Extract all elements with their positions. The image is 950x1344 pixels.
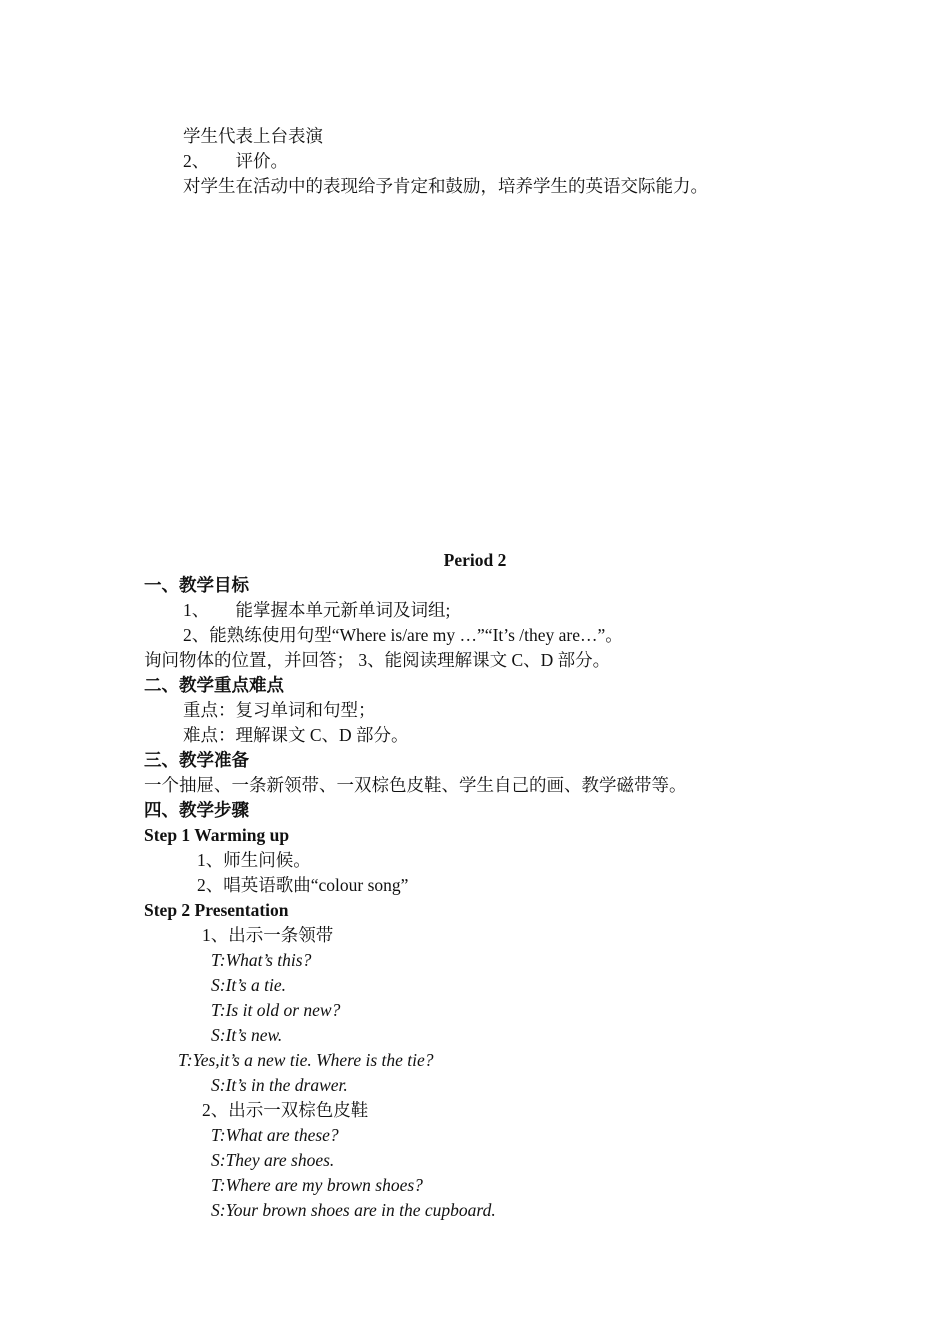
dialogue-line: T:Where are my brown shoes? xyxy=(211,1175,423,1195)
focus-line: 重点：复习单词和句型； xyxy=(183,700,376,720)
steps-heading: 四、教学步骤 xyxy=(144,800,249,820)
preparation-heading: 三、教学准备 xyxy=(144,750,249,770)
dialogue-line: S:They are shoes. xyxy=(211,1150,335,1170)
evaluation-line: 2、 评价。 xyxy=(183,151,288,171)
step2-item-2: 2、出示一双棕色皮鞋 xyxy=(202,1100,369,1120)
dialogue-line: S:It’s in the drawer. xyxy=(211,1075,348,1095)
objectives-heading: 一、教学目标 xyxy=(144,575,249,595)
objective-item-1: 1、 能掌握本单元新单词及词组; xyxy=(183,600,451,620)
difficulty-line: 难点：理解课文 C、D 部分。 xyxy=(183,725,409,745)
dialogue-line: T:Yes,it’s a new tie. Where is the tie? xyxy=(178,1050,434,1070)
step1-item-2: 2、唱英语歌曲“colour song” xyxy=(197,875,409,895)
step2-item-1: 1、出示一条领带 xyxy=(202,925,334,945)
dialogue-line: S:It’s a tie. xyxy=(211,975,287,995)
objective-item-2: 2、能熟练使用句型“Where is/are my …”“It’s /they are…”。 xyxy=(183,625,623,645)
encouragement-line: 对学生在活动中的表现给予肯定和鼓励，培养学生的英语交际能力。 xyxy=(183,176,708,196)
performance-line: 学生代表上台表演 xyxy=(183,126,323,146)
step2-title: Step 2 Presentation xyxy=(144,900,289,920)
dialogue-line: S:Your brown shoes are in the cupboard. xyxy=(211,1200,496,1220)
preparation-text: 一个抽屉、一条新领带、一双棕色皮鞋、学生自己的画、教学磁带等。 xyxy=(144,775,687,795)
period-title: Period 2 xyxy=(443,550,507,570)
key-points-heading: 二、教学重点难点 xyxy=(144,675,284,695)
dialogue-line: T:What are these? xyxy=(211,1125,339,1145)
step1-title: Step 1 Warming up xyxy=(144,825,290,845)
dialogue-line: T:Is it old or new? xyxy=(211,1000,341,1020)
dialogue-line: S:It’s new. xyxy=(211,1025,283,1045)
step1-item-1: 1、师生问候。 xyxy=(197,850,311,870)
objective-item-2-cont: 询问物体的位置，并回答； 3、能阅读理解课文 C、D 部分。 xyxy=(144,650,611,670)
dialogue-line: T:What’s this? xyxy=(211,950,312,970)
